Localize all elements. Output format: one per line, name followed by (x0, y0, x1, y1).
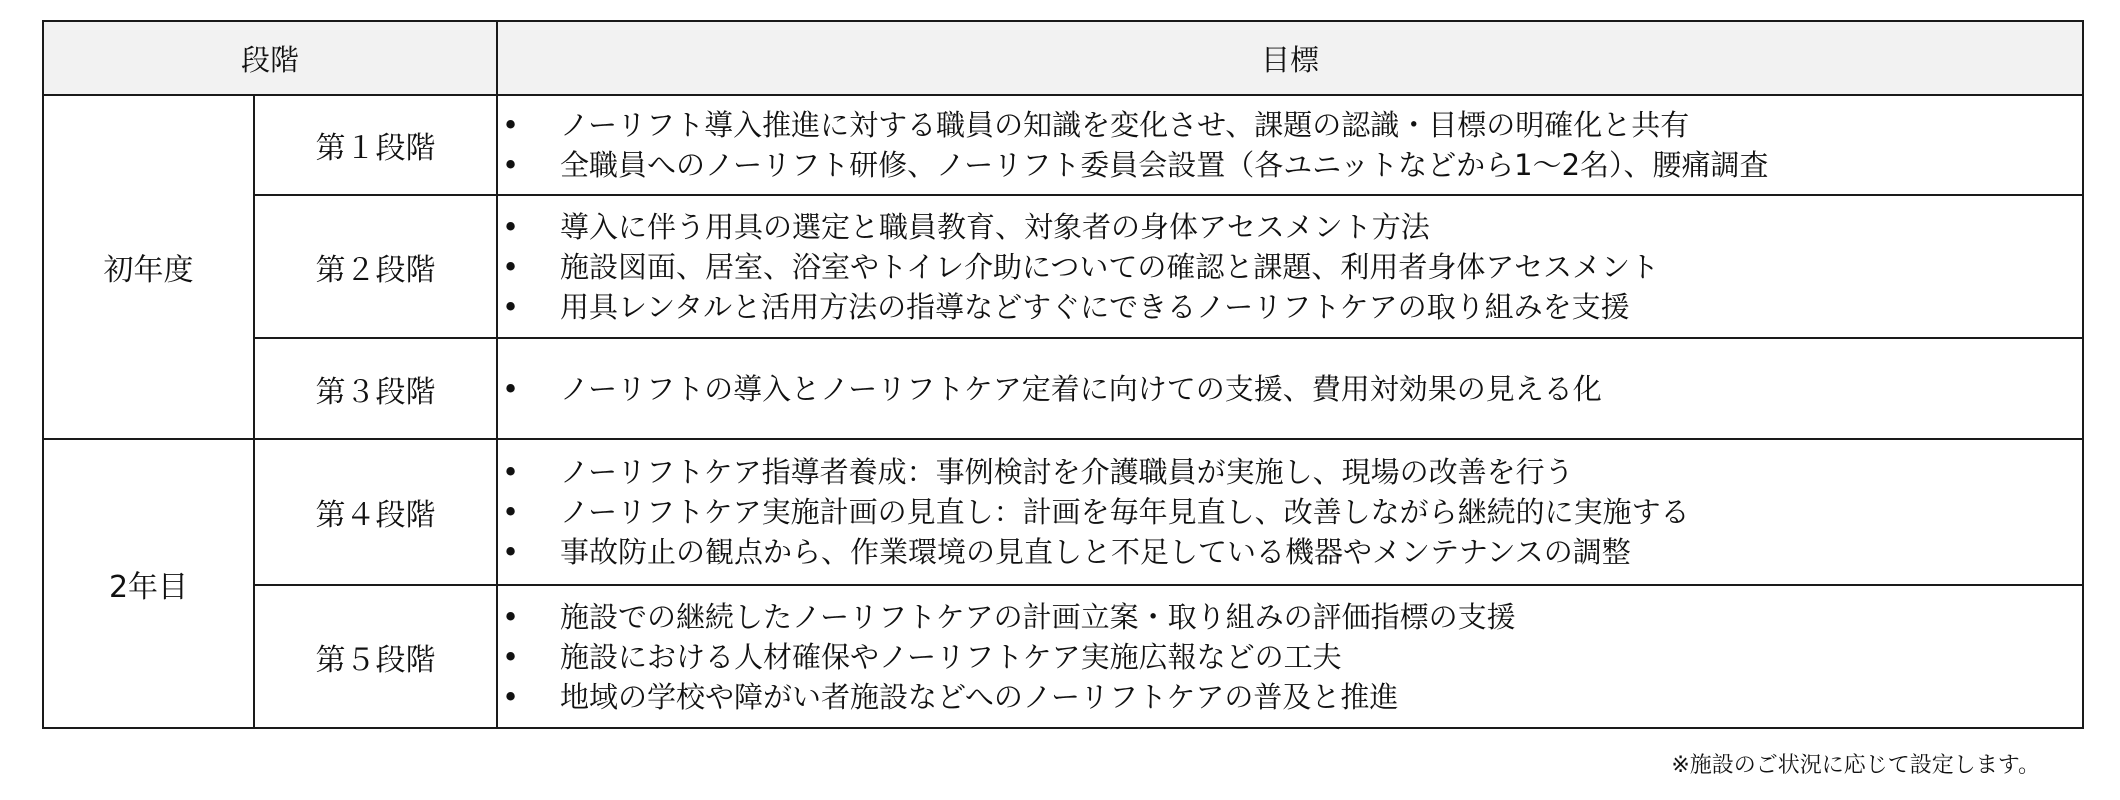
goal-text: 施設図面、居室、浴室やトイレ介助についての確認と課題、利用者身体アセスメント (560, 249, 1660, 284)
goal-item (498, 637, 2082, 677)
goal-text: 用具レンタルと活用方法の指導などすぐにできるノーリフトケアの取り組みを支援 (560, 289, 1630, 324)
goal-list (498, 105, 2082, 185)
goal-item (498, 247, 2082, 287)
goal-item (498, 369, 2082, 409)
stage-cell: 第２段階 (254, 195, 497, 338)
goal-text: 全職員へのノーリフト研修、ノーリフト委員会設置（各ユニットなどから1〜2名）、腰痛調査 (560, 148, 1769, 182)
goal-item (498, 677, 2082, 717)
goal-text: ノーリフト導入推進に対する職員の知識を変化させ、課題の認識・目標の明確化と共有 (560, 108, 1690, 142)
goal-item (498, 532, 2082, 572)
year-cell: 2年目 (43, 439, 254, 728)
bullet-icon: • (502, 535, 520, 569)
goal-list (498, 452, 2082, 572)
table-row (43, 95, 2083, 195)
goal-text: 導入に伴う用具の選定と職員教育、対象者の身体アセスメント方法 (560, 209, 1430, 244)
stage-goal-table (42, 20, 2084, 729)
table-row (43, 338, 2083, 439)
stage-cell: 第３段階 (254, 338, 497, 439)
goal-text: ノーリフトケア実施計画の見直し：計画を毎年見直し、改善しながら継続的に実施する (560, 495, 1690, 529)
goal-item (498, 145, 2082, 185)
stage-column-header: 段階 (43, 21, 497, 95)
bullet-icon: • (502, 209, 520, 244)
goal-list (498, 597, 2082, 717)
table-row (43, 585, 2083, 728)
bullet-icon: • (502, 108, 520, 142)
bullet-icon: • (502, 249, 520, 284)
goals-cell (497, 95, 2083, 195)
goal-text: 施設での継続したノーリフトケアの計画立案・取り組みの評価指標の支援 (560, 599, 1516, 634)
goal-list (498, 207, 2082, 327)
goal-text: 地域の学校や障がい者施設などへのノーリフトケアの普及と推進 (560, 679, 1399, 714)
goals-cell (497, 195, 2083, 338)
table-row (43, 195, 2083, 338)
goal-list (498, 369, 2082, 409)
goal-item (498, 597, 2082, 637)
goal-column-header: 目標 (497, 21, 2083, 95)
bullet-icon: • (502, 495, 520, 529)
table-row (43, 439, 2083, 585)
footnote: ※施設のご状況に応じて設定します。 (1671, 753, 2040, 778)
goal-item (498, 207, 2082, 247)
bullet-icon: • (502, 679, 520, 714)
goal-item (498, 105, 2082, 145)
goal-text: 事故防止の観点から、作業環境の見直しと不足している機器やメンテナンスの調整 (560, 535, 1631, 569)
goal-text: 施設における人材確保やノーリフトケア実施広報などの工夫 (560, 639, 1342, 674)
bullet-icon: • (502, 371, 520, 406)
bullet-icon: • (502, 639, 520, 674)
bullet-icon: • (502, 599, 520, 634)
bullet-icon: • (502, 455, 520, 489)
year-cell: 初年度 (43, 95, 254, 439)
bullet-icon: • (502, 289, 520, 324)
goals-cell (497, 585, 2083, 728)
stage-cell: 第４段階 (254, 439, 497, 585)
goal-text: ノーリフトの導入とノーリフトケア定着に向けての支援、費用対効果の見える化 (560, 371, 1602, 406)
goal-item (498, 452, 2082, 492)
stage-cell: 第５段階 (254, 585, 497, 728)
goal-text: ノーリフトケア指導者養成：事例検討を介護職員が実施し、現場の改善を行う (560, 455, 1574, 489)
stage-cell: 第１段階 (254, 95, 497, 195)
table-header-row (43, 21, 2083, 95)
bullet-icon: • (502, 148, 520, 182)
goals-cell (497, 439, 2083, 585)
goals-cell (497, 338, 2083, 439)
goal-item (498, 492, 2082, 532)
goal-item (498, 287, 2082, 327)
